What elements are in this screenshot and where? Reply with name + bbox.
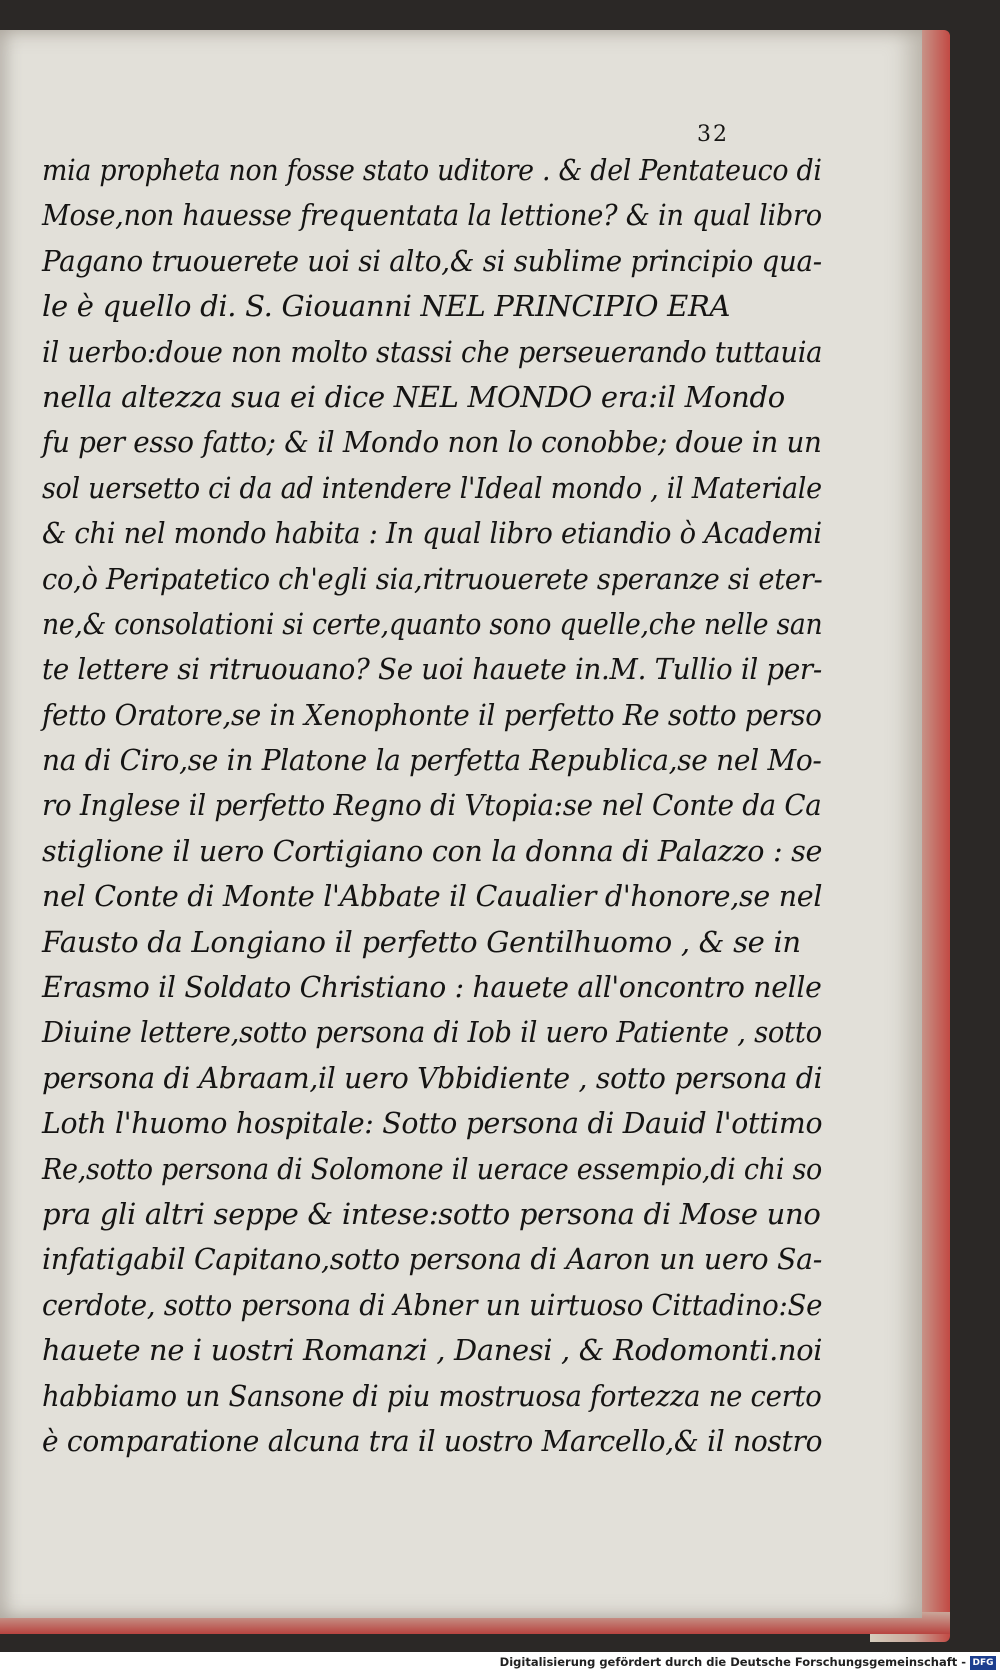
text-line: hauete ne i uostri Romanzi , Danesi , & Rodomonti.noi — [42, 1333, 823, 1368]
text-line: persona di Abraam,il uero Vbbidiente , sotto persona di — [42, 1060, 823, 1095]
text-line: ro Inglese il perfetto Regno di Vtopia:se nel Conte da Ca — [42, 788, 822, 823]
book-page — [0, 30, 922, 1618]
text-line: & chi nel mondo habita : In qual libro etiandio ò Academi — [42, 516, 822, 551]
text-line: Re,sotto persona di Solomone il uerace essempio,di chi so — [42, 1151, 822, 1186]
text-line: na di Ciro,se in Platone la perfetta Republica,se nel Mo- — [42, 743, 822, 778]
text-line: è comparatione alcuna tra il uostro Marcello,& il nostro — [42, 1423, 823, 1458]
text-line: il uerbo:doue non molto stassi che perseuerando tuttauia — [42, 334, 823, 369]
text-line: pra gli altri seppe & intese:sotto persona di Mose uno — [42, 1196, 821, 1231]
text-line: te lettere si ritruouano? Se uoi hauete in.M. Tullio il per- — [42, 652, 822, 687]
footer-credit: Digitalisierung gefördert durch die Deutsche Forschungsgemeinschaft - — [499, 1655, 966, 1669]
text-block — [42, 148, 822, 1464]
text-line: stiglione il uero Cortigiano con la donna di Palazzo : se — [42, 833, 823, 868]
text-line: infatigabil Capitano,sotto persona di Aaron un uero Sa- — [42, 1242, 823, 1277]
text-line: Loth l'huomo hospitale: Sotto persona di Dauid l'ottimo — [42, 1106, 823, 1141]
text-line: nella altezza sua ei dice NEL MONDO era:il Mondo — [42, 379, 785, 414]
text-line: Fausto da Longiano il perfetto Gentilhuomo , & se in — [42, 924, 801, 959]
text-line: fetto Oratore,se in Xenophonte il perfetto Re sotto perso — [42, 697, 822, 732]
text-line: cerdote, sotto persona di Abner un uirtuoso Cittadino:Se — [42, 1287, 823, 1322]
text-line: ne,& consolationi si certe,quanto sono quelle,che nelle san — [42, 606, 823, 641]
text-line: mia propheta non fosse stato uditore . & del Pentateuco di — [42, 153, 822, 187]
text-line: sol uersetto ci da ad intendere l'Ideal mondo , il Materiale — [42, 470, 822, 505]
text-line: le è quello di. S. Giouanni NEL PRINCIPIO ERA — [42, 289, 731, 324]
footer-bar — [0, 1652, 1000, 1674]
text-line: Pagano truouerete uoi si alto,& si sublime principio qua- — [42, 243, 822, 278]
text-line: Mose,non hauesse frequentata la lettione? & in qual libro — [42, 198, 822, 233]
text-line: habbiamo un Sansone di piu mostruosa fortezza ne certo — [42, 1378, 822, 1413]
text-line: Erasmo il Soldato Christiano : hauete all'oncontro nelle — [42, 970, 822, 1005]
text-line: Diuine lettere,sotto persona di Iob il uero Patiente , sotto — [42, 1015, 822, 1050]
dfg-logo: DFG — [970, 1656, 996, 1670]
folio-number: 32 — [697, 122, 729, 147]
text-line: fu per esso fatto; & il Mondo non lo conobbe; doue in un — [42, 425, 822, 460]
text-line: nel Conte di Monte l'Abbate il Caualier d'honore,se nel — [42, 879, 823, 914]
text-line: co,ò Peripatetico ch'egli sia,ritruouerete speranze si eter- — [42, 561, 823, 596]
